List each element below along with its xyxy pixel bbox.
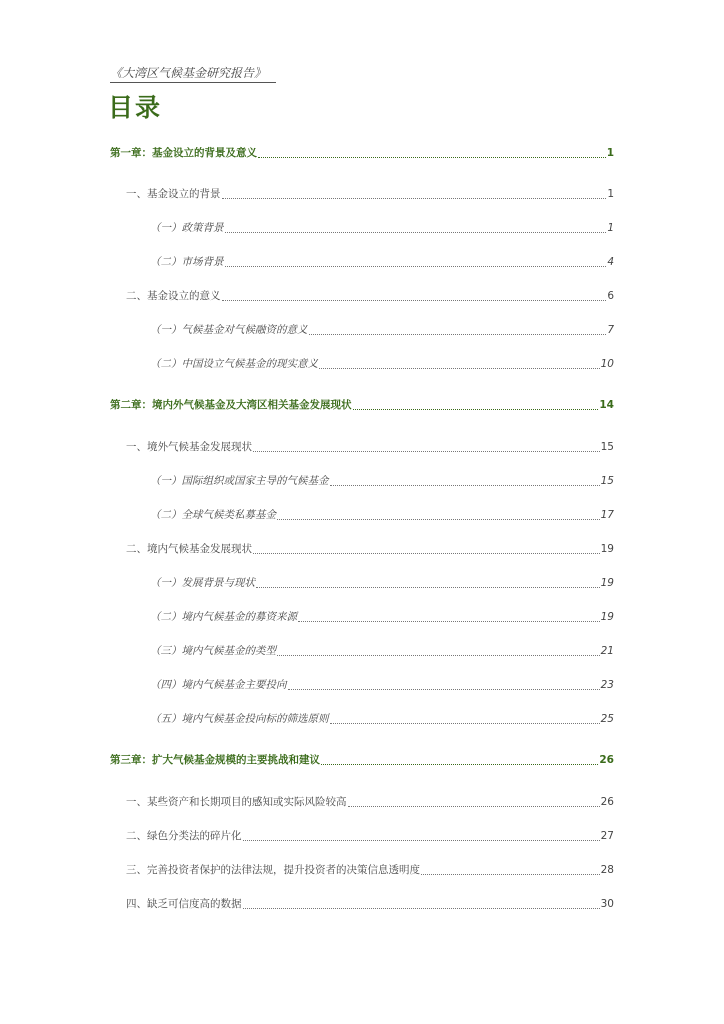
toc-entry-label: 一、基金设立的背景 (126, 188, 221, 200)
toc-page-number: 6 (607, 290, 614, 302)
toc-entry-subsection[interactable] (150, 220, 614, 236)
toc-entry-label: 三、完善投资者保护的法律法规，提升投资者的决策信息透明度 (126, 864, 420, 876)
toc-entry-label: （一）发展背景与现状 (150, 577, 255, 589)
toc-page-number: 1 (606, 147, 614, 159)
toc-entry-subsection[interactable] (150, 711, 614, 727)
toc-entry-section[interactable] (126, 541, 614, 557)
toc-entry-section[interactable] (126, 896, 614, 912)
toc-page-number: 19 (600, 577, 614, 589)
toc-page-number: 26 (599, 754, 614, 766)
toc-entry-label: 一、某些资产和长期项目的感知或实际风险较高 (126, 796, 347, 808)
dot-leader (319, 356, 600, 369)
toc-entry-label: 二、基金设立的意义 (126, 290, 221, 302)
toc-entry-label: （二）全球气候类私募基金 (150, 509, 276, 521)
toc-entry-label: 二、绿色分类法的碎片化 (126, 830, 242, 842)
toc-entry-label: 二、境内气候基金发展现状 (126, 543, 252, 555)
toc-entry-section[interactable] (126, 186, 614, 202)
toc-entry-label: 一、境外气候基金发展现状 (126, 441, 252, 453)
dot-leader (243, 896, 600, 909)
toc-page-number: 25 (600, 713, 614, 725)
toc-page-number: 14 (599, 399, 614, 411)
dot-leader (353, 397, 599, 410)
dot-leader (253, 439, 600, 452)
toc-entry-section[interactable] (126, 828, 614, 844)
toc-entry-subsection[interactable] (150, 473, 614, 489)
toc-entry-chapter-1[interactable] (110, 145, 614, 161)
toc-entry-section[interactable] (126, 439, 614, 455)
toc-entry-label: （五）境内气候基金投向标的筛选原则 (150, 713, 329, 725)
toc-entry-label: 四、缺乏可信度高的数据 (126, 898, 242, 910)
toc-page-number: 19 (600, 543, 614, 555)
toc-entry-label: （二）境内气候基金的募资来源 (150, 611, 297, 623)
toc-page-number: 1 (607, 188, 614, 200)
toc-page-number: 15 (600, 441, 614, 453)
toc-entry-chapter-3[interactable] (110, 752, 614, 768)
toc-page-number: 30 (600, 898, 614, 910)
toc-page-number: 17 (600, 509, 614, 521)
toc-page-number: 1 (607, 222, 614, 234)
toc-entry-subsection[interactable] (150, 609, 614, 625)
toc-entry-subsection[interactable] (150, 677, 614, 693)
dot-leader (253, 541, 600, 554)
toc-entry-subsection[interactable] (150, 643, 614, 659)
running-header: 《大湾区气候基金研究报告》 (110, 64, 276, 83)
dot-leader (330, 711, 600, 724)
toc-entry-subsection[interactable] (150, 322, 614, 338)
toc-page-number: 23 (600, 679, 614, 691)
toc-entry-subsection[interactable] (150, 507, 614, 523)
toc-heading: 目录 (108, 93, 163, 122)
toc-page-number: 10 (600, 358, 614, 370)
toc-entry-section[interactable] (126, 288, 614, 304)
toc-page-number: 7 (607, 324, 614, 336)
toc-page-number: 4 (607, 256, 614, 268)
toc-entry-label: 第一章：基金设立的背景及意义 (110, 147, 257, 159)
dot-leader (256, 575, 600, 588)
toc-entry-label: （一）国际组织或国家主导的气候基金 (150, 475, 329, 487)
toc-entry-label: （三）境内气候基金的类型 (150, 645, 276, 657)
toc-page-number: 26 (600, 796, 614, 808)
dot-leader (421, 862, 600, 875)
toc-page-number: 19 (600, 611, 614, 623)
toc-entry-label: （一）政策背景 (150, 222, 224, 234)
toc-entry-subsection[interactable] (150, 356, 614, 372)
toc-entry-subsection[interactable] (150, 254, 614, 270)
toc-entry-label: （二）中国设立气候基金的现实意义 (150, 358, 318, 370)
dot-leader (225, 254, 607, 267)
toc-page-number: 27 (600, 830, 614, 842)
dot-leader (298, 609, 600, 622)
dot-leader (277, 643, 600, 656)
dot-leader (258, 145, 606, 158)
toc-entry-label: 第二章：境内外气候基金及大湾区相关基金发展现状 (110, 399, 352, 411)
dot-leader (222, 186, 607, 199)
dot-leader (243, 828, 600, 841)
dot-leader (288, 677, 600, 690)
toc-entry-subsection[interactable] (150, 575, 614, 591)
toc-page-number: 15 (600, 475, 614, 487)
dot-leader (222, 288, 607, 301)
toc-entry-section[interactable] (126, 862, 614, 878)
dot-leader (348, 794, 600, 807)
toc-entry-chapter-2[interactable] (110, 397, 614, 413)
toc-entry-label: （四）境内气候基金主要投向 (150, 679, 287, 691)
toc-entry-label: 第三章：扩大气候基金规模的主要挑战和建议 (110, 754, 320, 766)
dot-leader (321, 752, 598, 765)
toc-page-number: 21 (600, 645, 614, 657)
toc-page-number: 28 (600, 864, 614, 876)
dot-leader (309, 322, 607, 335)
dot-leader (330, 473, 600, 486)
toc-entry-label: （一）气候基金对气候融资的意义 (150, 324, 308, 336)
toc-entry-label: （二）市场背景 (150, 256, 224, 268)
toc-entry-section[interactable] (126, 794, 614, 810)
dot-leader (225, 220, 607, 233)
dot-leader (277, 507, 600, 520)
